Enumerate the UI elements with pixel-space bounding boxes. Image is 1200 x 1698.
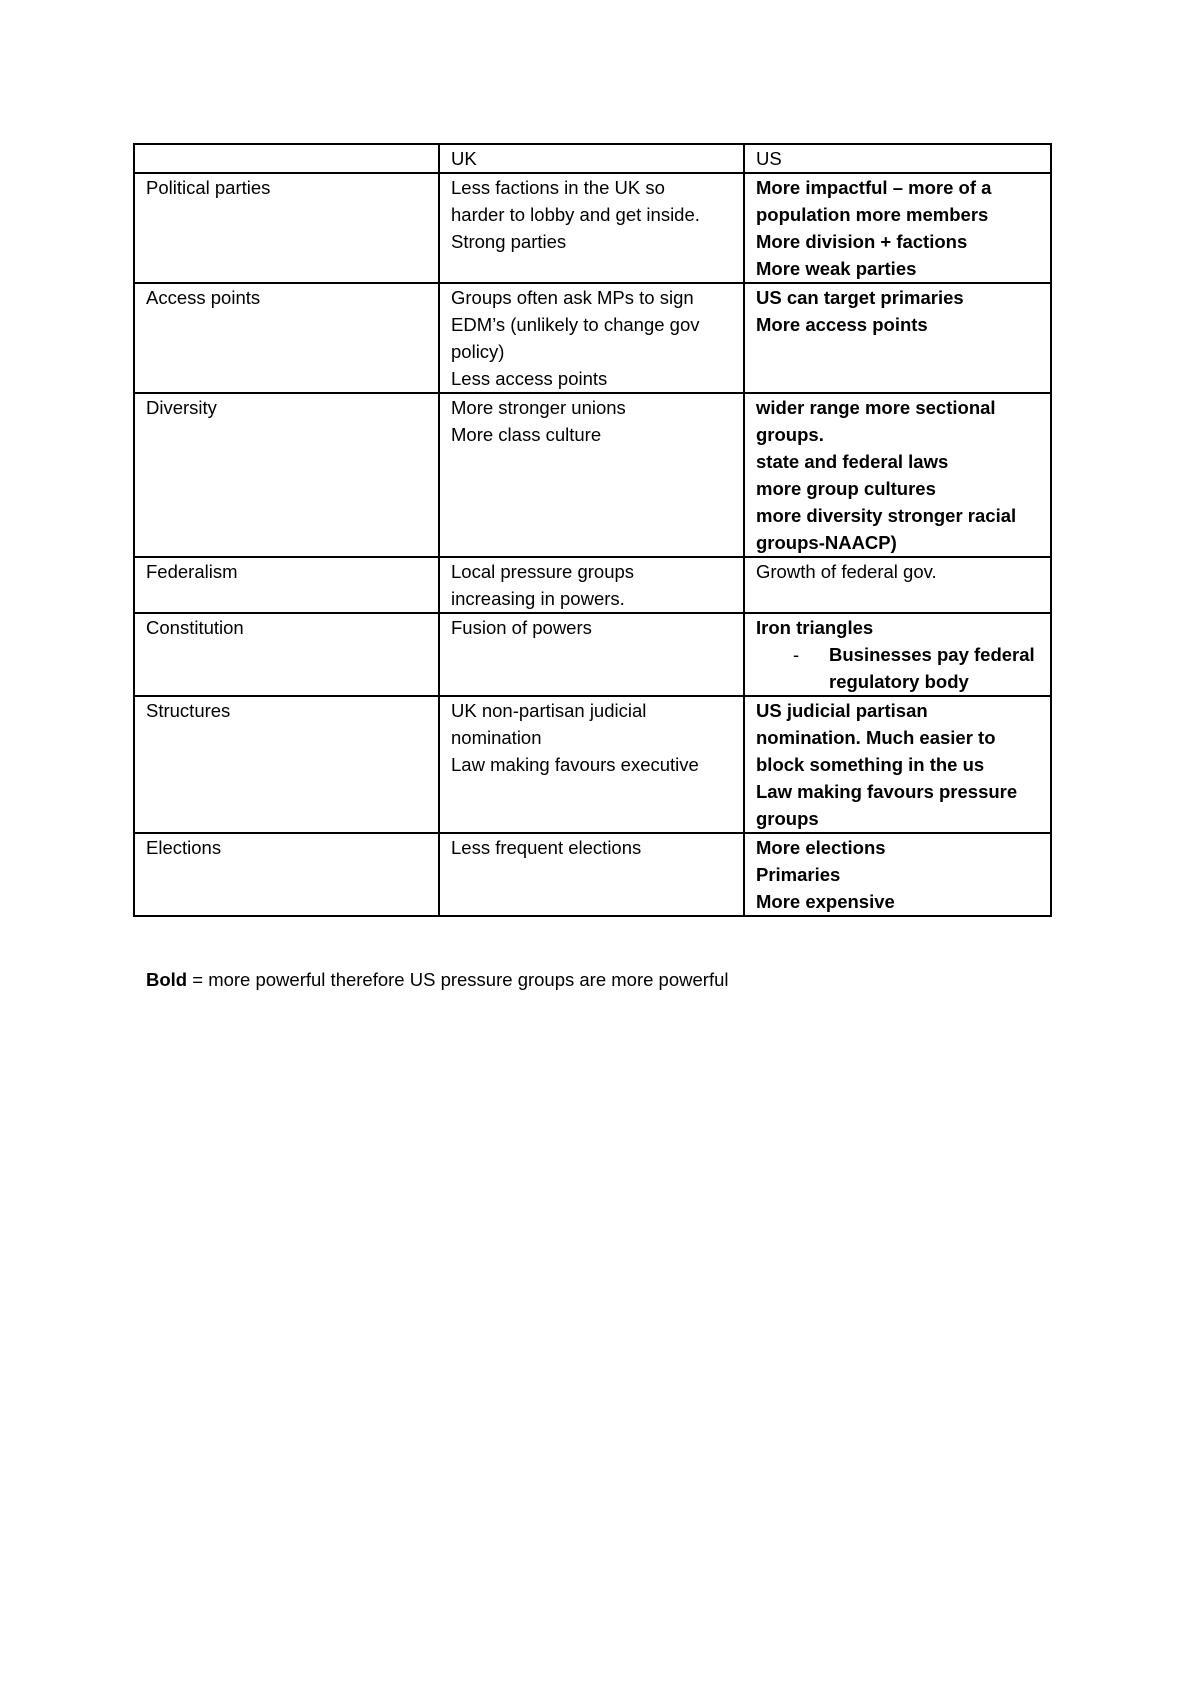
us-cell: More elections Primaries More expensive <box>744 833 1051 916</box>
uk-cell: Fusion of powers <box>439 613 744 696</box>
us-cell: Growth of federal gov. <box>744 557 1051 613</box>
row-label: Structures <box>134 696 439 833</box>
us-cell: US judicial partisan nomination. Much easier to block something in the us Law making favours pressure groups <box>744 696 1051 833</box>
legend-note <box>146 966 729 993</box>
row-label: Political parties <box>134 173 439 283</box>
uk-cell: Less factions in the UK so harder to lobby and get inside. Strong parties <box>439 173 744 283</box>
table-row <box>134 173 1051 283</box>
dash-bullet: - <box>793 644 800 665</box>
header-us: US <box>744 144 1051 173</box>
row-label: Diversity <box>134 393 439 557</box>
note-bold-word: Bold <box>146 969 188 990</box>
uk-cell: Less frequent elections <box>439 833 744 916</box>
us-cell: US can target primaries More access points <box>744 283 1051 393</box>
table-row <box>134 393 1051 557</box>
uk-cell: Groups often ask MPs to sign EDM’s (unlikely to change gov policy) Less access points <box>439 283 744 393</box>
sub-bullet-item: - Businesses pay federal regulatory body <box>756 641 1040 695</box>
us-cell: More impactful – more of a population more members More division + factions More weak parties <box>744 173 1051 283</box>
row-label: Federalism <box>134 557 439 613</box>
table-row <box>134 557 1051 613</box>
row-label: Access points <box>134 283 439 393</box>
comparison-table <box>133 143 1052 917</box>
header-uk: UK <box>439 144 744 173</box>
uk-cell: More stronger unions More class culture <box>439 393 744 557</box>
uk-cell: UK non-partisan judicial nomination Law making favours executive <box>439 696 744 833</box>
table-row <box>134 283 1051 393</box>
table-row <box>134 613 1051 696</box>
table-row <box>134 696 1051 833</box>
note-text: = more powerful therefore US pressure groups are more powerful <box>187 969 729 990</box>
table-row <box>134 833 1051 916</box>
row-label: Constitution <box>134 613 439 696</box>
header-blank-cell <box>134 144 439 173</box>
row-label: Elections <box>134 833 439 916</box>
table-header-row <box>134 144 1051 173</box>
us-cell: Iron triangles - Businesses pay federal regulatory body <box>744 613 1051 696</box>
uk-cell: Local pressure groups increasing in powers. <box>439 557 744 613</box>
us-cell: wider range more sectional groups. state and federal laws more group cultures more diversity stronger racial groups-NAACP) <box>744 393 1051 557</box>
